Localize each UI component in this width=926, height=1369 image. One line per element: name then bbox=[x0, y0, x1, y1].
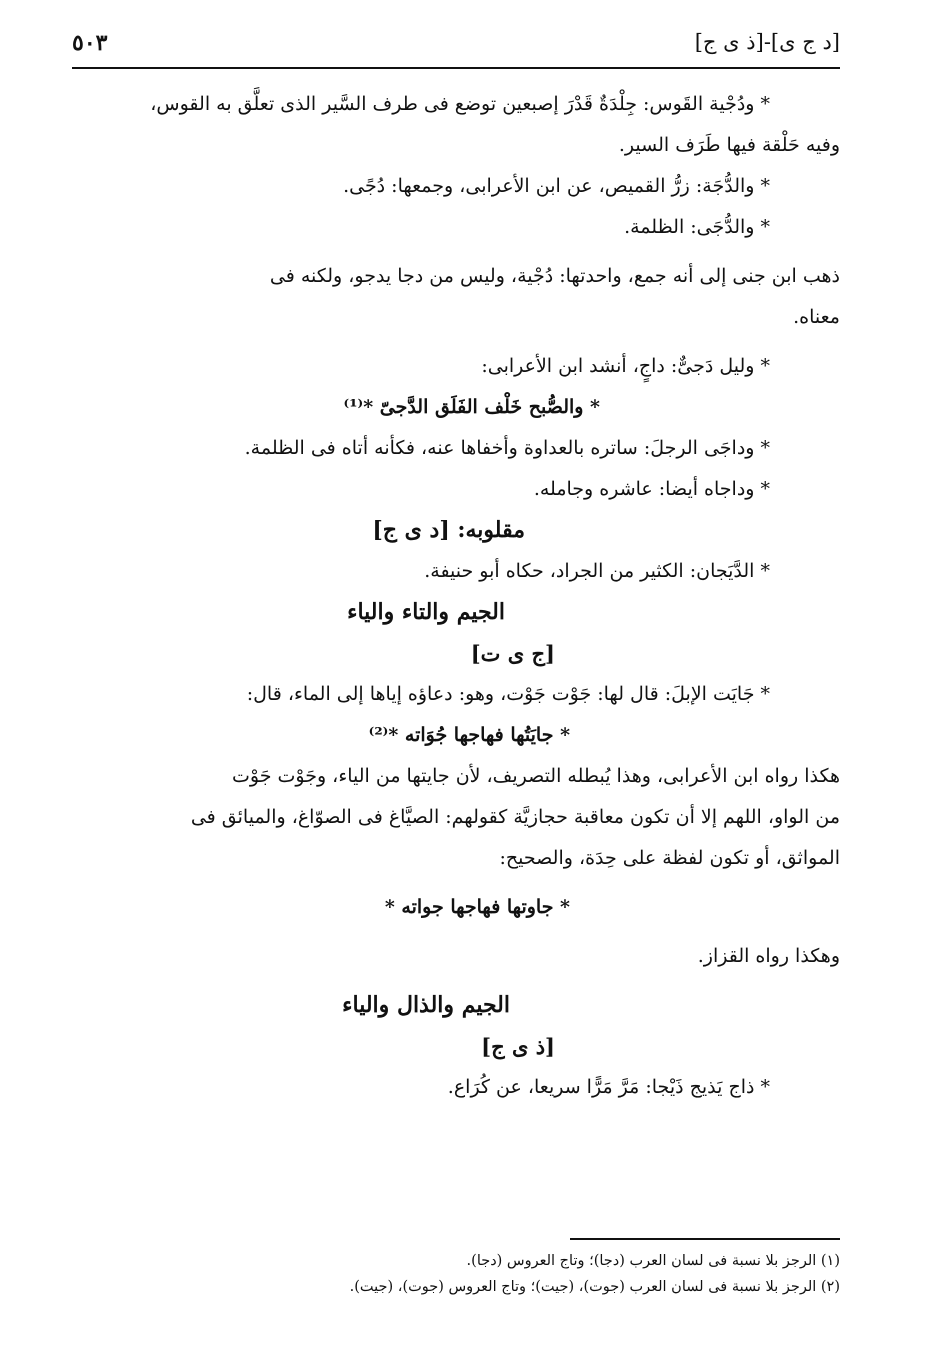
footnote-1: (١) الرجز بلا نسبة فى لسان العرب (دجا)؛ وتاج العروس (دجا). bbox=[466, 1253, 840, 1269]
paragraph-ibn-jinni-line2: معناه. bbox=[793, 306, 840, 328]
section-heading-jim-ta-ya: الجيم والتاء والياء bbox=[347, 599, 505, 625]
paragraph-ibn-jinni-line1: ذهب ابن جنى إلى أنه جمع، واحدتها: دُجْية، وليس من دجا يدجو، ولكنه فى bbox=[269, 265, 840, 287]
verse-3: * جاوتها فهاجها جواته * bbox=[384, 896, 570, 918]
footnote-2: (٢) الرجز بلا نسبة فى لسان العرب (جوت)، (جيت)؛ وتاج العروس (جوت)، (جيت). bbox=[349, 1279, 840, 1295]
entry-dujya-line1: * ودُجْية القَوس: جِلْدَةٌ قَدْرَ إصبعين توضع فى طرف السَّير الذى تعلَّق به القوس، bbox=[150, 93, 770, 115]
paragraph-hakadha-line2: من الواو، اللهم إلا أن تكون معاقبة حجازيَّة كقولهم: الصيَّاغ فى الصوّاغ، والميائق فى bbox=[190, 806, 840, 828]
header-rule bbox=[72, 67, 840, 69]
page-number: ٥٠٣ bbox=[72, 30, 108, 56]
paragraph-qazzaz: وهكذا رواه القزاز. bbox=[697, 945, 840, 967]
paragraph-hakadha-line1: هكذا رواه ابن الأعرابى، وهذا يُبطله التصريف، لأن جايتها من الياء، وجَوْت جَوْت bbox=[232, 765, 840, 787]
entry-dujja: * والدُّجَة: زرُّ القميص، عن ابن الأعرابى، وجمعها: دُجًى. bbox=[343, 175, 770, 197]
root-heading-dhyj: [ذ ى ج] bbox=[481, 1034, 555, 1059]
footnotes bbox=[72, 1248, 840, 1300]
verse-1: * والصُّبح خَلْف الفَلَق الدَّجىّ *⁽¹⁾ bbox=[343, 396, 600, 418]
entry-dayajan: * الدَّيَجان: الكثير من الجراد، حكاه أبو حنيفة. bbox=[424, 560, 770, 582]
root-heading-jyt: [ج ى ت] bbox=[470, 641, 555, 666]
entry-layl-daji: * وليل دَجىٌّ: داجٍ، أنشد ابن الأعرابى: bbox=[481, 355, 770, 377]
entry-duja: * والدُّجَى: الظلمة. bbox=[624, 216, 770, 238]
entry-dhaj: * ذاج يَذيج ذَيْجا: مَرَّ مَرًّا سريعا، عن كُرَاع. bbox=[447, 1076, 770, 1098]
entry-jayat: * جَايَت الإبلَ: قال لها: جَوْت جَوْت، وهو: دعاؤه إياها إلى الماء، قال: bbox=[246, 683, 770, 705]
heading-maqlub: مقلوبه: [د ى ج] bbox=[372, 517, 525, 543]
paragraph-hakadha-line3: المواثق، أو تكون لفظة على حِدَة، والصحيح: bbox=[499, 847, 840, 869]
verse-2: * جايَتُها فهاجها جُوَاته *⁽²⁾ bbox=[368, 724, 570, 746]
running-head bbox=[72, 30, 840, 62]
entry-dujya-line2: وفيه حَلْقة فيها طَرَف السير. bbox=[618, 134, 840, 156]
footnote-rule bbox=[570, 1238, 840, 1240]
page-body bbox=[72, 84, 840, 1108]
running-head-title: [د ج ى]-[ذ ى ج] bbox=[694, 30, 840, 54]
entry-dajahu: * وداجاه أيضا: عاشره وجامله. bbox=[533, 478, 770, 500]
entry-daja-rajul: * وداجَى الرجلَ: ساتره بالعداوة وأخفاها عنه، فكأنه أتاه فى الظلمة. bbox=[244, 437, 770, 459]
section-heading-jim-dhal-ya: الجيم والذال والياء bbox=[342, 992, 510, 1018]
